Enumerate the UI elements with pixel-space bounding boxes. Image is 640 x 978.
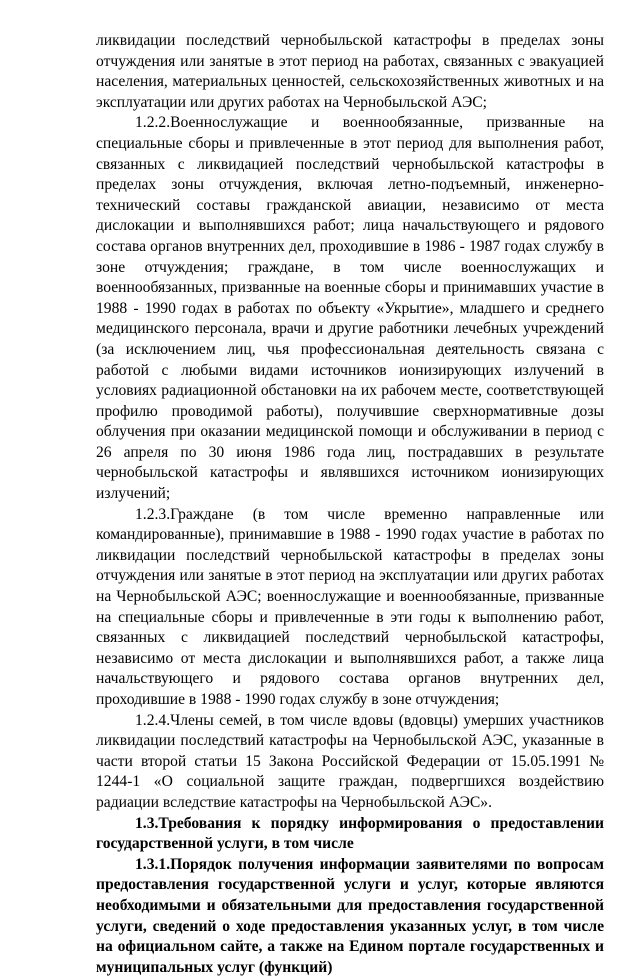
section-heading-1-3-1: 1.3.1.Порядок получения информации заявителями по вопросам предоставления государственной услуги и услуг, которые являются необходимыми и обязательными для предоставления государственной услуги, сведений о ходе предоставления указанных услуг, в том числе на официальном сайте, а также на Едином портале государственных и муниципальных услуг (функций) bbox=[96, 855, 604, 976]
paragraph-1-2-4: 1.2.4.Члены семей, в том числе вдовы (вдовцы) умерших участников ликвидации последствий катастрофы на Чернобыльской АЭС, указанные в части второй статьи 15 Закона Российской Федерации от 15.05.1991 № 1244-1 «О социальной защите граждан, подвергшихся воздействию радиации вследствие катастрофы на Чернобыльской АЭС». bbox=[96, 711, 604, 811]
paragraph-continuation: ликвидации последствий чернобыльской катастрофы в пределах зоны отчуждения или занятые в этот период на работах, связанных с эвакуацией населения, материальных ценностей, сельскохозяйственных животных и на эксплуатации или других работах на Чернобыльской АЭС; bbox=[96, 32, 604, 111]
paragraph-1-2-2: 1.2.2.Военнослужащие и военнообязанные, призванные на специальные сборы и привлеченные в этот период для выполнения работ, связанных с ликвидацией последствий чернобыльской катастрофы в пределах зоны отчуждения, включая летно-подъемный, инженерно-технический составы гражданской авиации, независимо от места дислокации и выполнявшихся работ; лица начальствующего и рядового состава органов внутренних дел, проходившие в 1986 - 1987 годах службу в зоне отчуждения; граждане, в том числе военнослужащих и военнообязанных, призванные на военные сборы и принимавших участие в 1988 - 1990 годах в работах по объекту «Укрытие», младшего и среднего медицинского персонала, врачи и другие работники лечебных учреждений (за исключением лиц, чья профессиональная деятельность связана с работой с любыми видами источников ионизирующих излучений в условиях радиационной обстановки на их рабочем месте, соответствующей профилю проводимой работы), получившие сверхнормативные дозы облучения при оказании медицинской помощи и обслуживании в период с 26 апреля по 30 июня 1986 года лиц, пострадавших в результате чернобыльской катастрофы и являвшихся источником ионизирующих излучений; bbox=[96, 114, 604, 503]
section-heading-1-3: 1.3.Требования к порядку информирования о предоставлении государственной услуги, в том числе bbox=[96, 814, 604, 853]
paragraph-1-2-3: 1.2.3.Граждане (в том числе временно направленные или командированные), принимавшие в 1988 - 1990 годах участие в работах по ликвидации последствий чернобыльской катастрофы в пределах зоны отчуждения или занятые в этот период на эксплуатации или других работах на Чернобыльской АЭС; военнослужащие и военнообязанные, призванные на специальные сборы и привлеченные в эти годы к выполнению работ, связанных с ликвидацией последствий чернобыльской катастрофы, независимо от места дислокации и выполнявшихся работ, а также лица начальствующего и рядового состава органов внутренних дел, проходившие в 1988 - 1990 годах службу в зоне отчуждения; bbox=[96, 505, 604, 708]
